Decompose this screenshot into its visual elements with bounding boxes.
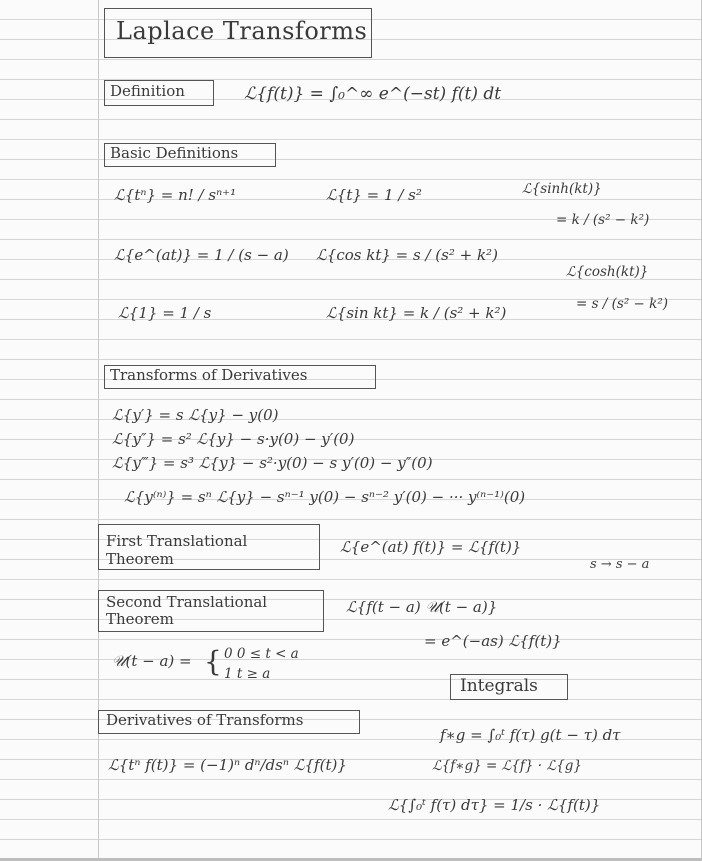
section-definition: Definition: [110, 82, 185, 100]
equation-definition: ℒ{f(t)} = ∫₀^∞ e^(−st) f(t) dt: [244, 84, 502, 104]
equation-tn: ℒ{tⁿ} = n! / sⁿ⁺¹: [114, 186, 237, 204]
unit-step-brace: {: [204, 645, 222, 678]
equation-convolution: f∗g = ∫₀ᵗ f(τ) g(t − τ) dτ: [440, 726, 621, 744]
equation-second-translational-1: ℒ{f(t − a) 𝒰(t − a)}: [346, 598, 498, 616]
equation-one: ℒ{1} = 1 / s: [118, 304, 212, 322]
equation-sinh-lhs: ℒ{sinh(kt)}: [522, 181, 602, 197]
section-derivatives-of-transforms: Derivatives of Transforms: [106, 711, 304, 729]
equation-convolution-transform: ℒ{f∗g} = ℒ{f} · ℒ{g}: [432, 758, 582, 774]
section-first-translational-theorem: First Translational Theorem: [106, 532, 248, 568]
equation-t: ℒ{t} = 1 / s²: [326, 186, 422, 204]
section-second-translational-theorem: Second Translational Theorem: [106, 593, 268, 628]
equation-derivative-1: ℒ{y′} = s ℒ{y} − y(0): [112, 406, 279, 424]
equation-integral-transform: ℒ{∫₀ᵗ f(τ) dτ} = 1/s · ℒ{f(t)}: [388, 796, 601, 814]
equation-cos: ℒ{cos kt} = s / (s² + k²): [316, 246, 498, 264]
equation-derivative-3: ℒ{y‴} = s³ ℒ{y} − s²·y(0) − s y′(0) − y″(0): [112, 454, 433, 472]
equation-eat: ℒ{e^(at)} = 1 / (s − a): [114, 246, 289, 264]
equation-cosh-lhs: ℒ{cosh(kt)}: [566, 264, 649, 280]
equation-derivative-2: ℒ{y″} = s² ℒ{y} − s·y(0) − y′(0): [112, 430, 355, 448]
equation-sin: ℒ{sin kt} = k / (s² + k²): [326, 304, 507, 322]
page-title: Laplace Transforms: [116, 17, 368, 45]
first-translational-substitution: s → s − a: [590, 557, 650, 572]
unit-step-case-2: 1 t ≥ a: [224, 666, 271, 682]
section-basic-definitions: Basic Definitions: [110, 144, 239, 162]
section-transforms-of-derivatives: Transforms of Derivatives: [110, 366, 308, 384]
equation-cosh-rhs: = s / (s² − k²): [576, 296, 669, 312]
equation-second-translational-2: = e^(−as) ℒ{f(t)}: [424, 632, 562, 650]
equation-first-translational: ℒ{e^(at) f(t)} = ℒ{f(t)}: [340, 538, 522, 556]
section-integrals: Integrals: [460, 676, 538, 696]
equation-derivative-n: ℒ{y⁽ⁿ⁾} = sⁿ ℒ{y} − sⁿ⁻¹ y(0) − sⁿ⁻² y′(0) − ··· y⁽ⁿ⁻¹⁾(0): [124, 488, 526, 506]
equation-derivative-of-transform: ℒ{tⁿ f(t)} = (−1)ⁿ dⁿ/dsⁿ ℒ{f(t)}: [108, 756, 347, 774]
equation-sinh-rhs: = k / (s² − k²): [556, 212, 650, 228]
unit-step-case-1: 0 0 ≤ t < a: [224, 646, 299, 662]
unit-step-lhs: 𝒰(t − a) =: [112, 652, 192, 670]
